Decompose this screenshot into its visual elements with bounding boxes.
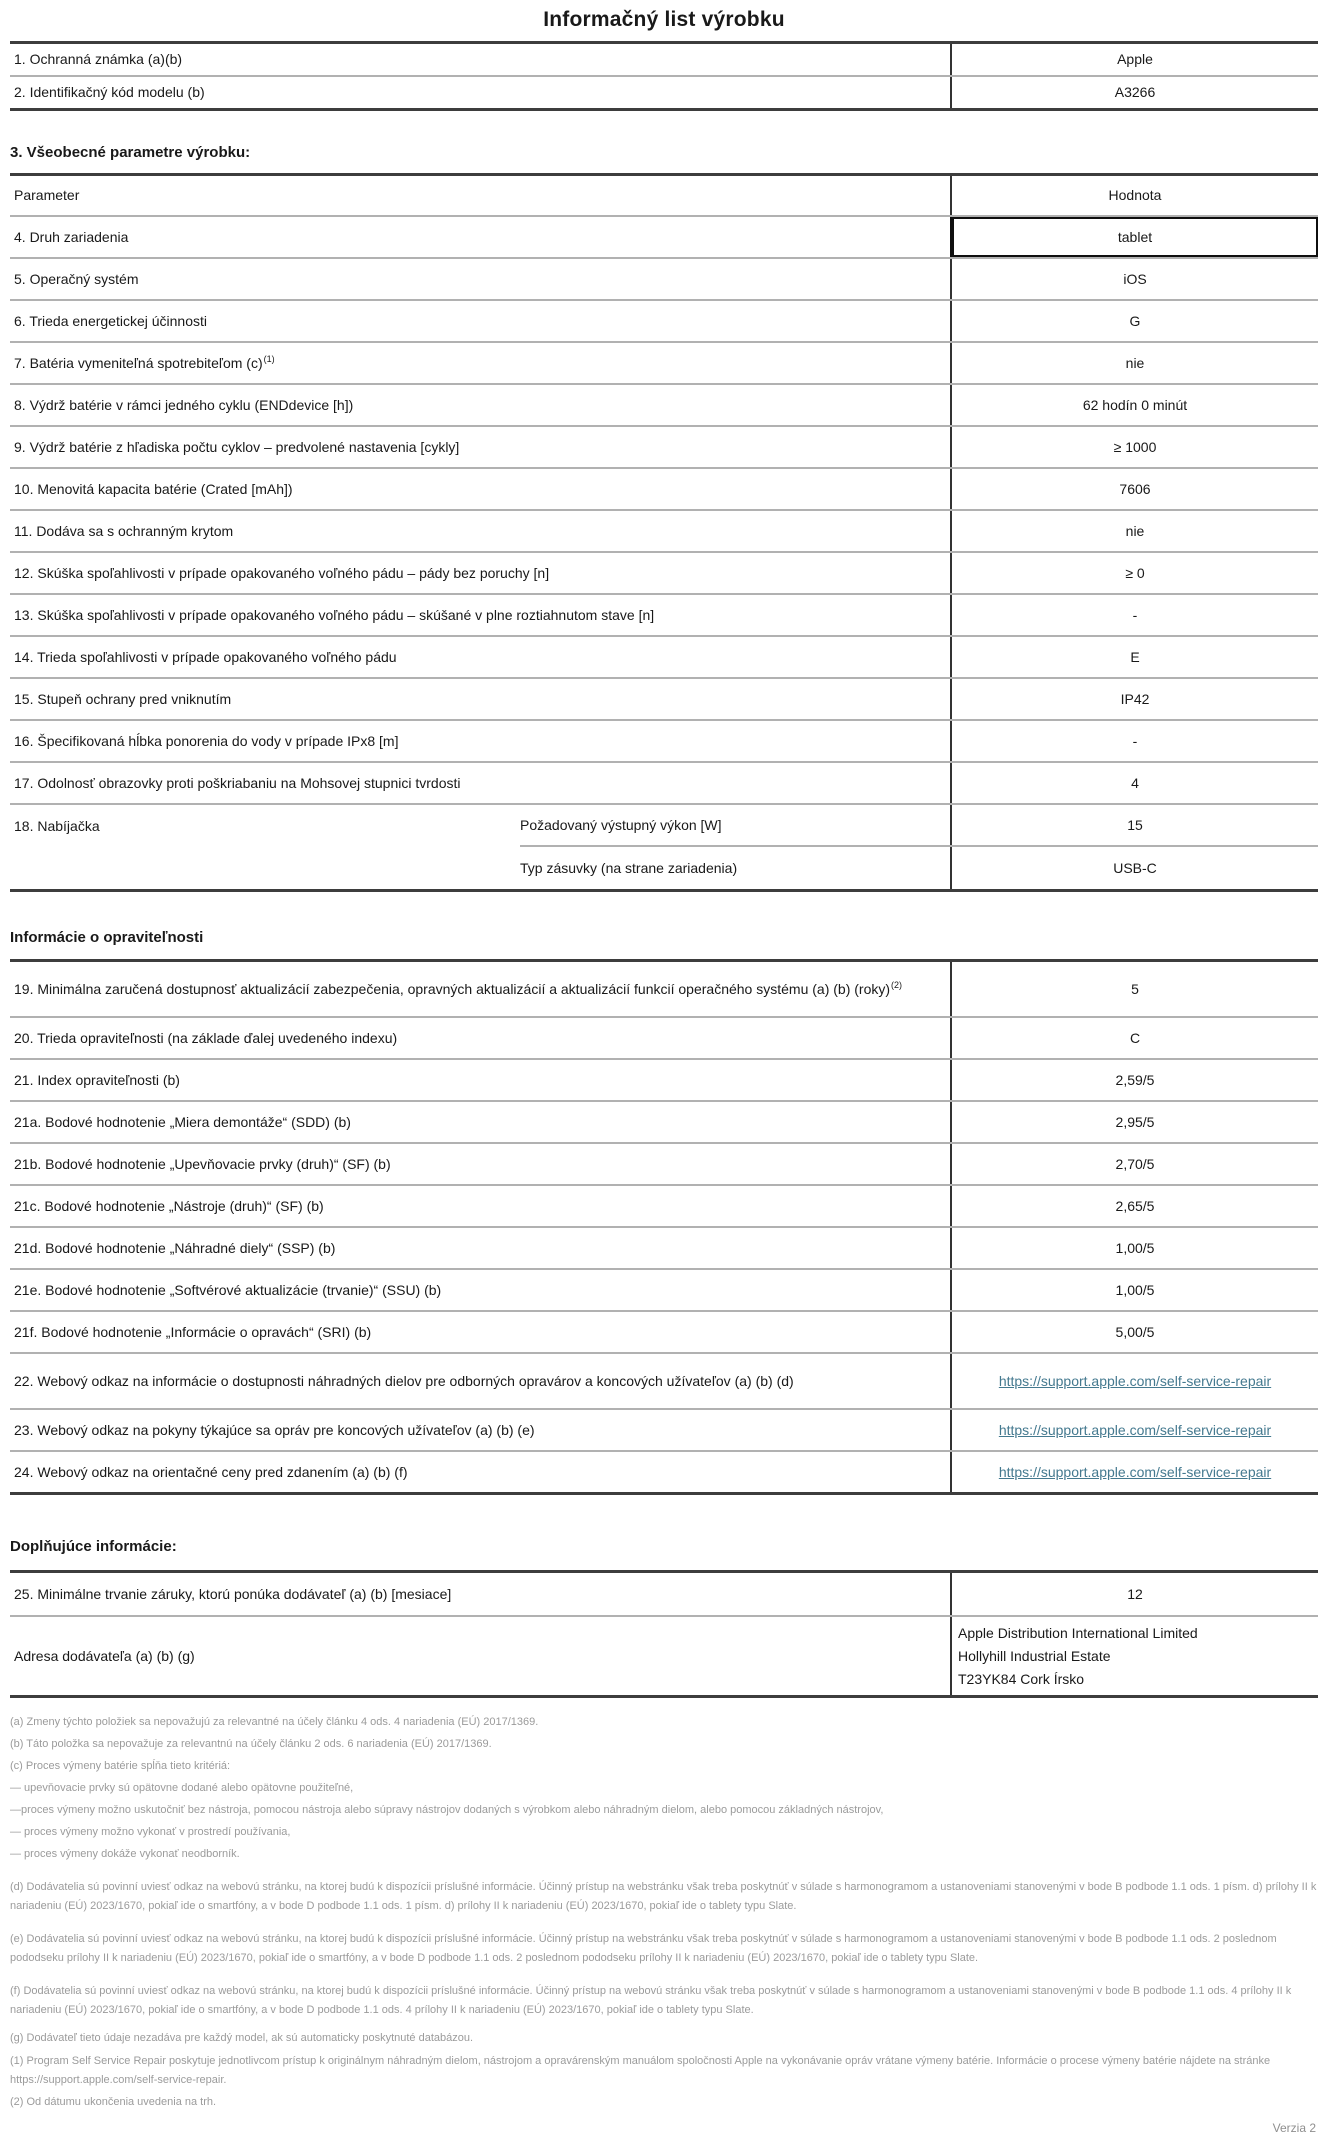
row-label: 11. Dodáva sa s ochranným krytom — [14, 522, 234, 539]
table-row — [10, 761, 1318, 803]
column-header-value: Hodnota — [1108, 187, 1162, 203]
row-value: 4 — [1131, 774, 1139, 791]
row-value: USB-C — [1113, 859, 1157, 876]
row-label: 6. Trieda energetickej účinnosti — [14, 312, 207, 329]
row-label: 23. Webový odkaz na pokyny týkajúce sa opráv pre koncových užívateľov (a) (b) (e) — [14, 1421, 535, 1438]
table-row — [10, 1450, 1318, 1492]
table-row — [10, 1573, 1318, 1615]
table-row — [10, 1058, 1318, 1100]
row-label: 21d. Bodové hodnotenie „Náhradné diely“ (SSP) (b) — [14, 1239, 336, 1256]
column-header-parameter: Parameter — [14, 187, 80, 203]
row-value-cell — [950, 77, 1318, 108]
row-value-cell — [950, 44, 1318, 75]
row-label: 21f. Bodové hodnotenie „Informácie o opravách“ (SRI) (b) — [14, 1323, 372, 1340]
table-row — [10, 383, 1318, 425]
supplier-address-row — [10, 1615, 1318, 1695]
row-value: tablet — [1117, 228, 1153, 245]
footnote: (b) Táto položka sa nepovažuje za relevantnú na účely článku 2 ods. 6 nariadenia (EÚ) 2017/1369. — [10, 1738, 492, 1750]
table-row — [10, 1184, 1318, 1226]
row-label: 10. Menovitá kapacita batérie (Crated [mAh]) — [14, 480, 293, 497]
row-label: 9. Výdrž batérie z hľadiska počtu cyklov – predvolené nastavenia [cykly] — [14, 438, 460, 455]
row-value: C — [1129, 1029, 1141, 1046]
table-row — [10, 1408, 1318, 1450]
table-row — [10, 341, 1318, 383]
footnote: (f) Dodávatelia sú povinní uviesť odkaz na webovú stránku, na ktorej budú k dispozícii príslušné informácie. Účinný prístup na webovú stránku však treba poskytnúť v súlade s harmonogramom a ustanoveniami stanovenými v bode B podbode 1.1 ods. 4 prílohy II k nariadeniu (EÚ) 2023/1670, pokiaľ ide o smartfóny, a v bode D podbode 1.1 ods. 4 prílohy II k nariadeniu (EÚ) 2023/1670, pokiaľ ide o tablety typu Slate. — [10, 1985, 1292, 2016]
footnote: (2) Od dátumu ukončenia uvedenia na trh. — [10, 2096, 217, 2108]
row-label: 18. Nabíjačka — [14, 818, 100, 834]
table-row — [10, 677, 1318, 719]
section-heading-additional: Doplňujúce informácie: — [10, 1538, 177, 1555]
row-label: 19. Minimálna zaručená dostupnosť aktualizácií zabezpečenia, opravných aktualizácií a aktualizácií funkcií operačného systému (a) (b) (roky)$^{(2)}$ — [14, 979, 903, 997]
support-link[interactable]: https://support.apple.com/self-service-repair — [998, 1421, 1272, 1438]
row-value: ≥ 1000 — [1113, 438, 1157, 455]
table-row — [10, 719, 1318, 761]
footnote: — proces výmeny dokáže vykonať neodborník. — [10, 1848, 240, 1860]
footnote: — upevňovacie prvky sú opätovne dodané alebo opätovne použiteľné, — [10, 1782, 354, 1794]
row-value: A3266 — [1114, 84, 1156, 100]
table-row — [10, 299, 1318, 341]
row-label: 21b. Bodové hodnotenie „Upevňovacie prvky (druh)“ (SF) (b) — [14, 1155, 391, 1172]
row-value: 1,00/5 — [1115, 1239, 1155, 1256]
footnote-ref: (2) — [891, 979, 903, 990]
general-parameters-table — [10, 173, 1318, 892]
table-row — [10, 1142, 1318, 1184]
row-label: 24. Webový odkaz na orientačné ceny pred zdanením (a) (b) (f) — [14, 1463, 408, 1480]
row-sublabel: Typ zásuvky (na strane zariadenia) — [520, 859, 738, 876]
section-heading-repairability: Informácie o opraviteľnosti — [10, 929, 204, 946]
highlighted-value-cell — [950, 217, 1318, 257]
row-value: - — [1132, 606, 1138, 623]
row-value: 7606 — [1119, 480, 1151, 497]
row-label-cell — [10, 44, 950, 75]
row-label: 21c. Bodové hodnotenie „Nástroje (druh)“ (SF) (b) — [14, 1197, 324, 1214]
address-line: Apple Distribution International Limited — [958, 1624, 1198, 1641]
table-row — [10, 509, 1318, 551]
footnote: (d) Dodávatelia sú povinní uviesť odkaz na webovú stránku, na ktorej budú k dispozícii príslušné informácie. Účinný prístup na webstránku však treba poskytnúť v súlade s harmonogramom a ustanoveniami stanovenými v bode B podbode 1.1 ods. 1 písm. d) prílohy II k nariadeniu (EÚ) 2023/1670, pokiaľ ide o smartfóny, a v bode D podbode 1.1 ods. 1 písm. d) prílohy II k nariadeniu (EÚ) 2023/1670, pokiaľ ide o tablety typu Slate. — [10, 1881, 1317, 1912]
table-row — [10, 593, 1318, 635]
row-value: Apple — [1117, 51, 1153, 67]
row-value: - — [1132, 732, 1138, 749]
charger-subrow — [520, 845, 1318, 889]
footnote: (g) Dodávateľ tieto údaje nezadáva pre každý model, ak sú automaticky poskytnuté databázou. — [10, 2032, 474, 2044]
row-value: 2,65/5 — [1115, 1197, 1155, 1214]
table-row — [10, 1100, 1318, 1142]
table-row — [10, 425, 1318, 467]
footnote: (a) Zmeny týchto položiek sa nepovažujú za relevantné na účely článku 4 ods. 4 nariadenia (EÚ) 2017/1369. — [10, 1716, 539, 1728]
row-value: 5 — [1131, 980, 1139, 997]
row-value: E — [1130, 648, 1140, 665]
row-label: 1. Ochranná známka (a)(b) — [14, 51, 183, 67]
footnote-ref: (1) — [263, 353, 275, 364]
row-label: 22. Webový odkaz na informácie o dostupnosti náhradných dielov pre odborných opravárov a koncových užívateľov (a) (b) (d) — [14, 1372, 794, 1389]
row-value: 62 hodín 0 minút — [1082, 396, 1188, 413]
row-label-cell — [10, 77, 950, 108]
row-label: 5. Operačný systém — [14, 270, 139, 287]
table-row — [10, 635, 1318, 677]
row-value: 5,00/5 — [1115, 1323, 1155, 1340]
row-value: nie — [1125, 354, 1145, 371]
row-label: 15. Stupeň ochrany pred vniknutím — [14, 690, 232, 707]
column-header-value-cell — [950, 176, 1318, 215]
footnote: (1) Program Self Service Repair poskytuje jednotlivcom prístup k originálnym náhradným dielom, nástrojom a opravárenským manuálom spoločnosti Apple na vykonávanie opráv vrátane výmeny batérie. Informácie o procese výmeny batérie nájdete na stránke https://support.apple.com/self-service-repair. — [10, 2055, 1271, 2086]
row-label: 25. Minimálne trvanie záruky, ktorú ponúka dodávateľ (a) (b) [mesiace] — [14, 1585, 452, 1602]
row-label: 21e. Bodové hodnotenie „Softvérové aktualizácie (trvanie)“ (SSU) (b) — [14, 1281, 442, 1298]
table-row — [10, 1016, 1318, 1058]
footnote: (c) Proces výmeny batérie spĺňa tieto kritériá: — [10, 1760, 231, 1772]
row-label: 2. Identifikačný kód modelu (b) — [14, 84, 205, 100]
row-label: 21a. Bodové hodnotenie „Miera demontáže“ (SDD) (b) — [14, 1113, 351, 1130]
table-row — [10, 44, 1318, 75]
row-value: ≥ 0 — [1125, 564, 1145, 581]
additional-information-table — [10, 1570, 1318, 1698]
supplier-address-cell — [950, 1617, 1318, 1695]
charger-row — [10, 803, 1318, 889]
table-row — [10, 467, 1318, 509]
row-value: 12 — [1127, 1585, 1143, 1602]
row-value: 15 — [1127, 816, 1143, 833]
row-value: nie — [1125, 522, 1145, 539]
footnote: — proces výmeny možno vykonať v prostredí používania, — [10, 1826, 291, 1838]
row-label: Adresa dodávateľa (a) (b) (g) — [14, 1647, 195, 1664]
column-header-parameter-cell — [10, 176, 950, 215]
row-value: 2,95/5 — [1115, 1113, 1155, 1130]
row-value: iOS — [1123, 270, 1147, 287]
row-label: 14. Trieda spoľahlivosti v prípade opakovaného voľného pádu — [14, 648, 397, 665]
address-line: T23YK84 Cork Írsko — [958, 1670, 1085, 1687]
page-title: Informačný list výrobku — [543, 8, 785, 31]
support-link[interactable]: https://support.apple.com/self-service-repair — [998, 1463, 1272, 1480]
row-sublabel: Požadovaný výstupný výkon [W] — [520, 816, 722, 833]
table-row — [10, 215, 1318, 257]
row-label: 16. Špecifikovaná hĺbka ponorenia do vody v prípade IPx8 [m] — [14, 732, 399, 749]
support-link[interactable]: https://support.apple.com/self-service-repair — [998, 1372, 1272, 1389]
row-value: 1,00/5 — [1115, 1281, 1155, 1298]
table-row — [10, 551, 1318, 593]
row-value: IP42 — [1120, 690, 1150, 707]
table-row — [10, 1226, 1318, 1268]
identification-table — [10, 41, 1318, 111]
table-row — [10, 257, 1318, 299]
footnote: (e) Dodávatelia sú povinní uviesť odkaz na webovú stránku, na ktorej budú k dispozícii príslušné informácie. Účinný prístup na webstránku však treba poskytnúť v súlade s harmonogramom a ustanoveniami stanovenými v bode B podbode 1.1 ods. 2 poslednom pododseku prílohy II k nariadeniu (EÚ) 2023/1670, pokiaľ ide o smartfóny, a v bode D podbode 1.1 ods. 2 poslednom pododseku prílohy II k nariadeniu (EÚ) 2023/1670, pokiaľ ide o tablety typu Slate. — [10, 1933, 1277, 1964]
section-heading-general: 3. Všeobecné parametre výrobku: — [10, 144, 251, 161]
footnote: —proces výmeny možno uskutočniť bez nástroja, pomocou nástroja alebo súpravy nástrojov dodaných s výrobkom alebo náhradným dielom, alebo pomocou základných nástrojov, — [10, 1804, 884, 1816]
row-label: 12. Skúška spoľahlivosti v prípade opakovaného voľného pádu – pády bez poruchy [n] — [14, 564, 550, 581]
table-row — [10, 75, 1318, 108]
row-value: 2,70/5 — [1115, 1155, 1155, 1172]
repairability-table — [10, 959, 1318, 1495]
charger-subrow — [520, 805, 1318, 845]
table-header-row — [10, 176, 1318, 215]
row-value: 2,59/5 — [1115, 1071, 1155, 1088]
row-label: 21. Index opraviteľnosti (b) — [14, 1071, 180, 1088]
row-label: 17. Odolnosť obrazovky proti poškriabaniu na Mohsovej stupnici tvrdosti — [14, 774, 461, 791]
row-label: 8. Výdrž batérie v rámci jedného cyklu (ENDdevice [h]) — [14, 396, 354, 413]
row-label: 4. Druh zariadenia — [14, 228, 129, 245]
table-row — [10, 1268, 1318, 1310]
row-label: 20. Trieda opraviteľnosti (na základe ďalej uvedeného indexu) — [14, 1029, 398, 1046]
table-row — [10, 1310, 1318, 1352]
footnotes — [10, 1713, 1318, 2112]
row-label: 7. Batéria vymeniteľná spotrebiteľom $(c)^{(1)}$ — [14, 353, 275, 371]
table-row — [10, 1352, 1318, 1408]
table-row — [10, 962, 1318, 1016]
row-value: G — [1129, 312, 1141, 329]
version-label: Verzia 2 — [1272, 2121, 1316, 2135]
row-label: 13. Skúška spoľahlivosti v prípade opakovaného voľného pádu – skúšané v plne roztiahnutom stave [n] — [14, 606, 655, 623]
address-line: Hollyhill Industrial Estate — [958, 1647, 1111, 1664]
